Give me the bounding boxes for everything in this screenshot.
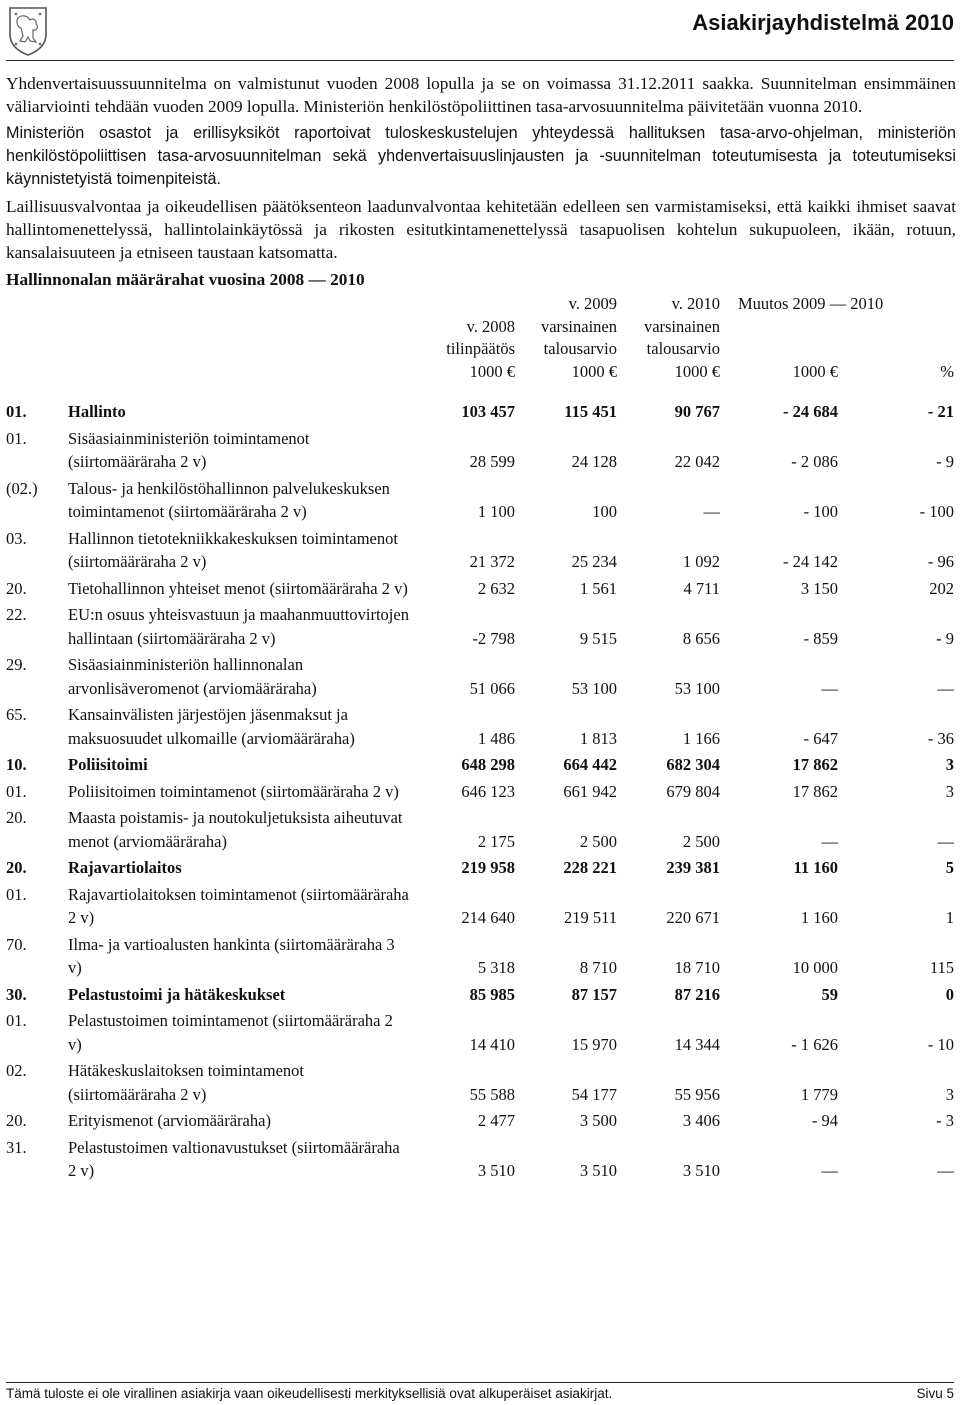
paragraph-2: Ministeriön osastot ja erillisyksiköt raportoivat tuloskeskustelujen yhteydessä hallituksen tasa-arvo-ohjelman, ministeriön henkilöstöpoliittisen tasa-arvosuunnitelman sekä yhdenvertaisuuslinjausten ja -suunnitelman toteutumisesta ja toteutumiseksi käynnistetyistä toimenpiteistä. bbox=[6, 124, 956, 188]
cell-v2010: 682 304 bbox=[666, 755, 720, 774]
cell-name: Hallinnon tietotekniikkakeskuksen toimintamenot (siirtomääräraha 2 v) bbox=[68, 528, 398, 571]
cell-pct: - 21 bbox=[927, 402, 954, 421]
cell-pct: - 3 bbox=[936, 1111, 954, 1130]
cell-v2010: 14 344 bbox=[674, 1034, 720, 1054]
cell-v2008: 2 477 bbox=[477, 1111, 515, 1130]
cell-code: 01. bbox=[6, 428, 27, 448]
cell-change: 59 bbox=[821, 984, 838, 1004]
cell-change: 17 862 bbox=[792, 781, 838, 801]
cell-v2009: 25 234 bbox=[571, 552, 617, 571]
cell-v2009: 661 942 bbox=[563, 781, 617, 801]
table-main-row bbox=[6, 750, 956, 777]
cell-v2009: 3 500 bbox=[579, 1111, 617, 1130]
table-header-row-3 bbox=[6, 338, 956, 361]
cell-change: - 1 626 bbox=[791, 1034, 838, 1054]
cell-name: Ilma- ja vartioalusten hankinta (siirtomääräraha 3 v) bbox=[68, 934, 395, 977]
appropriations-table bbox=[6, 293, 956, 1183]
cell-v2009: 87 157 bbox=[571, 984, 617, 1004]
page-number: Sivu 5 bbox=[916, 1386, 954, 1401]
cell-v2008: 28 599 bbox=[469, 452, 515, 471]
cell-v2010: 53 100 bbox=[674, 678, 720, 698]
cell-v2008: 646 123 bbox=[461, 781, 515, 801]
header-cell: 1000 € bbox=[792, 361, 838, 381]
cell-change: 3 150 bbox=[800, 578, 838, 598]
cell-change: - 647 bbox=[803, 728, 838, 748]
cell-pct: — bbox=[937, 1161, 954, 1180]
cell-name: Rajavartiolaitoksen toimintamenot (siirtomääräraha 2 v) bbox=[68, 884, 409, 927]
header-cell: v. 2010 bbox=[671, 294, 720, 313]
cell-name: Pelastustoimen valtionavustukset (siirtomääräraha 2 v) bbox=[68, 1137, 400, 1180]
cell-v2009: 115 451 bbox=[564, 402, 617, 421]
cell-name: Maasta poistamis- ja noutokuljetuksista aiheutuvat menot (arviomääräraha) bbox=[68, 808, 403, 851]
cell-pct: — bbox=[937, 831, 954, 851]
cell-code: 01. bbox=[6, 884, 27, 904]
cell-pct: 1 bbox=[945, 908, 954, 927]
cell-change: — bbox=[821, 678, 838, 698]
table-row bbox=[6, 930, 956, 980]
header-cell: v. 2008 bbox=[466, 316, 515, 336]
cell-v2008: -2 798 bbox=[472, 628, 515, 648]
cell-pct: - 10 bbox=[927, 1034, 954, 1054]
cell-code: 22. bbox=[6, 605, 27, 624]
cell-pct: - 100 bbox=[919, 502, 954, 521]
cell-v2010: 3 510 bbox=[682, 1161, 720, 1180]
cell-v2010: — bbox=[703, 502, 720, 521]
cell-pct: - 9 bbox=[936, 452, 954, 471]
page-body bbox=[6, 72, 956, 1183]
document-title: Asiakirjayhdistelmä 2010 bbox=[692, 10, 954, 35]
header-divider bbox=[6, 60, 954, 61]
table-row bbox=[6, 524, 956, 574]
cell-code: 03. bbox=[6, 528, 27, 548]
cell-pct: 115 bbox=[929, 958, 954, 977]
page-header bbox=[0, 0, 960, 70]
cell-name: Talous- ja henkilöstöhallinnon palvelukeskuksen toimintamenot (siirtomääräraha 2 v) bbox=[68, 478, 390, 521]
table-heading: Hallinnonalan määrärahat vuosina 2008 — 2010 bbox=[6, 270, 365, 289]
cell-v2008: 21 372 bbox=[469, 552, 515, 571]
cell-v2009: 100 bbox=[592, 502, 617, 521]
cell-v2009: 15 970 bbox=[571, 1034, 617, 1054]
table-row bbox=[6, 424, 956, 474]
table-main-row bbox=[6, 397, 956, 424]
cell-change: 11 160 bbox=[793, 858, 838, 877]
cell-name: Sisäasiainministeriön toimintamenot (siirtomääräraha 2 v) bbox=[68, 428, 310, 471]
cell-v2009: 54 177 bbox=[571, 1084, 617, 1104]
header-cell bbox=[410, 293, 515, 316]
cell-pct: - 9 bbox=[936, 628, 954, 648]
cell-v2008: 3 510 bbox=[477, 1161, 515, 1180]
cell-name: Kansainvälisten järjestöjen jäsenmaksut ja maksuosuudet ulkomaille (arviomääräraha) bbox=[68, 705, 355, 748]
coat-of-arms-icon bbox=[6, 4, 50, 56]
cell-v2008: 2 632 bbox=[477, 578, 515, 598]
cell-v2009: 9 515 bbox=[579, 628, 617, 648]
cell-v2008: 85 985 bbox=[469, 984, 515, 1004]
cell-code: 29. bbox=[6, 655, 27, 674]
cell-name: Rajavartiolaitos bbox=[68, 858, 182, 877]
header-cell: 1000 € bbox=[469, 361, 515, 381]
cell-pct: - 96 bbox=[927, 552, 954, 571]
cell-v2009: 2 500 bbox=[579, 831, 617, 851]
cell-pct: 5 bbox=[945, 858, 954, 877]
table-row bbox=[6, 803, 956, 853]
cell-v2010: 3 406 bbox=[682, 1111, 720, 1130]
cell-change: 10 000 bbox=[792, 958, 838, 977]
cell-v2008: 55 588 bbox=[469, 1084, 515, 1104]
cell-change: - 2 086 bbox=[791, 452, 838, 471]
cell-name: Pelastustoimen toimintamenot (siirtomääräraha 2 v) bbox=[68, 1011, 393, 1054]
footer-notice: Tämä tuloste ei ole virallinen asiakirja vaan oikeudellisesti merkityksellisiä ovat alkuperäiset asiakirjat. bbox=[6, 1386, 613, 1401]
cell-v2010: 8 656 bbox=[682, 628, 720, 648]
cell-v2010: 87 216 bbox=[674, 984, 720, 1004]
cell-change: — bbox=[821, 831, 838, 851]
table-row bbox=[6, 880, 956, 930]
table-spacer bbox=[6, 383, 956, 397]
cell-v2009: 664 442 bbox=[563, 755, 617, 774]
table-row bbox=[6, 1056, 956, 1106]
cell-name: Hallinto bbox=[68, 402, 126, 421]
cell-code: 10. bbox=[6, 755, 27, 774]
cell-name: Poliisitoimen toimintamenot (siirtomääräraha 2 v) bbox=[68, 781, 399, 801]
cell-code: 65. bbox=[6, 705, 27, 724]
cell-v2010: 1 092 bbox=[682, 552, 720, 571]
cell-change: - 24 142 bbox=[783, 552, 838, 571]
cell-v2008: 2 175 bbox=[477, 831, 515, 851]
header-cell: talousarvio bbox=[543, 339, 617, 358]
header-change: Muutos 2009 — 2010 bbox=[738, 294, 884, 313]
table-main-row bbox=[6, 853, 956, 880]
cell-code: 20. bbox=[6, 808, 27, 827]
cell-v2009: 219 511 bbox=[563, 908, 617, 927]
table-row bbox=[6, 474, 956, 524]
cell-v2008: 51 066 bbox=[469, 678, 515, 698]
cell-v2010: 18 710 bbox=[674, 958, 720, 977]
cell-name: EU:n osuus yhteisvastuun ja maahanmuuttovirtojen hallintaan (siirtomääräraha 2 v) bbox=[68, 605, 409, 648]
table-main-row bbox=[6, 980, 956, 1007]
cell-v2008: 103 457 bbox=[461, 402, 515, 421]
cell-v2010: 679 804 bbox=[666, 781, 720, 801]
cell-v2010: 4 711 bbox=[683, 578, 720, 598]
cell-change: 17 862 bbox=[792, 755, 838, 774]
cell-v2009: 228 221 bbox=[563, 858, 617, 877]
cell-change: - 24 684 bbox=[783, 402, 838, 421]
cell-v2010: 1 166 bbox=[682, 728, 720, 748]
cell-change: - 859 bbox=[803, 628, 838, 648]
cell-pct: 202 bbox=[929, 578, 954, 598]
table-header-row-1 bbox=[6, 293, 956, 316]
cell-change: 1 779 bbox=[800, 1084, 838, 1104]
header-cell: 1000 € bbox=[571, 361, 617, 381]
header-cell: talousarvio bbox=[646, 339, 720, 358]
cell-v2010: 22 042 bbox=[674, 452, 720, 471]
cell-name: Erityismenot (arviomääräraha) bbox=[68, 1111, 271, 1130]
header-cell: % bbox=[940, 361, 954, 381]
table-row bbox=[6, 700, 956, 750]
cell-v2009: 1 561 bbox=[579, 578, 617, 598]
cell-pct: — bbox=[937, 678, 954, 698]
cell-pct: 3 bbox=[945, 1084, 954, 1104]
cell-v2009: 24 128 bbox=[571, 452, 617, 471]
cell-code: 20. bbox=[6, 1111, 27, 1130]
table-header-row-4 bbox=[6, 361, 956, 384]
cell-change: 1 160 bbox=[800, 908, 838, 927]
cell-v2010: 220 671 bbox=[666, 908, 720, 927]
cell-v2009: 8 710 bbox=[579, 958, 617, 977]
paragraph-1: Yhdenvertaisuussuunnitelma on valmistunut vuoden 2008 lopulla ja se on voimassa 31.12.2011 saakka. Suunnitelman ensimmäinen väliarviointi tehdään vuoden 2009 lopulla. Ministeriön henkilöstöpoliittinen tasa-arvosuunnitelma päivitetään vuonna 2010. bbox=[6, 74, 956, 116]
cell-v2008: 214 640 bbox=[461, 908, 515, 927]
cell-pct: 3 bbox=[945, 781, 954, 801]
cell-v2008: 1 486 bbox=[477, 728, 515, 748]
cell-code: 01. bbox=[6, 781, 27, 801]
header-cell: varsinainen bbox=[643, 316, 720, 336]
table-body bbox=[6, 397, 956, 1183]
cell-v2008: 1 100 bbox=[477, 502, 515, 521]
table-header-row-2 bbox=[6, 316, 956, 339]
table-row bbox=[6, 574, 956, 601]
cell-pct: 0 bbox=[945, 984, 954, 1004]
cell-v2008: 648 298 bbox=[461, 755, 515, 774]
cell-pct: 3 bbox=[945, 755, 954, 774]
header-cell: varsinainen bbox=[540, 316, 617, 336]
cell-v2010: 239 381 bbox=[666, 858, 720, 877]
paragraph-3: Laillisuusvalvontaa ja oikeudellisen päätöksenteon laadunvalvontaa kehitetään edelleen sen varmistamiseksi, että kaikki ihmiset saavat hallintomenettelyssä, hallintolainkäytössä ja rikosten esitutkintamenettelyssä tasapuolisen kohtelun sukupuoleen, ikään, rotuun, kansalaisuuteen ja etniseen taustaan katsomatta. bbox=[6, 197, 956, 262]
cell-v2008: 5 318 bbox=[477, 958, 515, 977]
cell-name: Sisäasiainministeriön hallinnonalan arvonlisäveromenot (arviomääräraha) bbox=[68, 655, 317, 698]
cell-name: Hätäkeskuslaitoksen toimintamenot (siirtomääräraha 2 v) bbox=[68, 1061, 304, 1104]
cell-v2008: 219 958 bbox=[461, 858, 515, 877]
cell-code: 70. bbox=[6, 934, 27, 954]
cell-pct: - 36 bbox=[927, 728, 954, 748]
cell-code: 20. bbox=[6, 578, 27, 598]
table-row bbox=[6, 650, 956, 700]
cell-code: (02.) bbox=[6, 478, 38, 498]
cell-code: 01. bbox=[6, 402, 27, 421]
cell-code: 01. bbox=[6, 1011, 27, 1030]
cell-change: - 100 bbox=[803, 502, 838, 521]
cell-name: Tietohallinnon yhteiset menot (siirtomääräraha 2 v) bbox=[68, 578, 408, 598]
table-row bbox=[6, 1133, 956, 1183]
cell-code: 02. bbox=[6, 1061, 27, 1080]
cell-change: - 94 bbox=[811, 1111, 838, 1130]
cell-v2010: 2 500 bbox=[682, 831, 720, 851]
footer-divider bbox=[6, 1382, 954, 1383]
cell-name: Pelastustoimi ja hätäkeskukset bbox=[68, 984, 286, 1004]
table-row bbox=[6, 777, 956, 804]
header-cell: 1000 € bbox=[674, 361, 720, 381]
cell-code: 31. bbox=[6, 1137, 27, 1157]
cell-code: 20. bbox=[6, 858, 27, 877]
cell-v2010: 55 956 bbox=[674, 1084, 720, 1104]
cell-v2010: 90 767 bbox=[674, 402, 720, 421]
cell-code: 30. bbox=[6, 984, 27, 1004]
cell-name: Poliisitoimi bbox=[68, 755, 148, 774]
cell-v2009: 3 510 bbox=[579, 1161, 617, 1180]
cell-v2009: 53 100 bbox=[571, 678, 617, 698]
cell-change: — bbox=[821, 1161, 838, 1180]
table-row bbox=[6, 1106, 956, 1133]
header-cell: tilinpäätös bbox=[446, 339, 515, 358]
table-row bbox=[6, 1006, 956, 1056]
table-row bbox=[6, 600, 956, 650]
cell-v2008: 14 410 bbox=[469, 1034, 515, 1054]
cell-v2009: 1 813 bbox=[579, 728, 617, 748]
header-cell: v. 2009 bbox=[568, 294, 617, 313]
